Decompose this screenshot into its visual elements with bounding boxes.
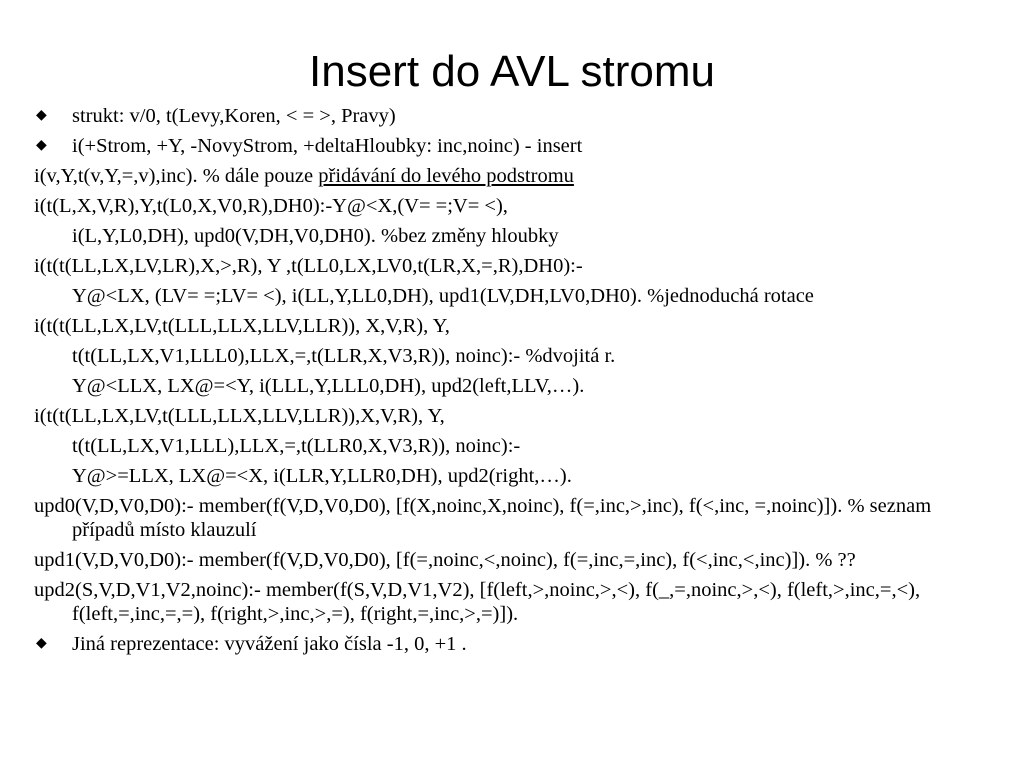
diamond-bullet-icon: ◆ <box>36 138 47 153</box>
bullet-item-insert-signature <box>34 134 994 158</box>
line-text: i(t(t(LL,LX,LV,LR),X,>,R), Y ,t(LL0,LX,LV0,t(LR,X,=,R),DH0):- <box>34 255 583 277</box>
code-line-clause-4-body <box>34 464 994 488</box>
underlined-note: přidávání do levého podstromu <box>318 165 574 187</box>
code-line-clause-1-head <box>34 194 994 218</box>
line-text: Y@>=LLX, LX@=<X, i(LLR,Y,LLR0,DH), upd2(right,…). <box>72 465 572 487</box>
line-text: i(t(L,X,V,R),Y,t(L0,X,V0,R),DH0):-Y@<X,(V= =;V= <), <box>34 195 508 217</box>
line-text: Y@<LX, (LV= =;LV= <), i(LL,Y,LL0,DH), upd1(LV,DH,LV0,DH0). %jednoduchá rotace <box>72 285 814 307</box>
line-text: Jiná reprezentace: vyvážení jako čísla -1, 0, +1 . <box>72 633 467 655</box>
line-text: upd1(V,D,V0,D0):- member(f(V,D,V0,D0), [f(=,noinc,<,noinc), f(=,inc,=,inc), f(<,inc,<,inc)]). % ?? <box>34 549 856 571</box>
line-text: i(L,Y,L0,DH), upd0(V,DH,V0,DH0). %bez změny hloubky <box>72 225 559 247</box>
line-text: i(v,Y,t(v,Y,=,v),inc). % dále pouze <box>34 165 319 187</box>
line-text: upd0(V,D,V0,D0):- member(f(V,D,V0,D0), [f(X,noinc,X,noinc), f(=,inc,>,inc), f(<,inc, =,noinc)]). % seznam případů místo klauzulí <box>34 495 932 541</box>
line-text: i(t(t(LL,LX,LV,t(LLL,LLX,LLV,LLR)),X,V,R), Y, <box>34 405 445 427</box>
code-line-clause-4-head <box>34 404 994 428</box>
code-line-clause-2-body <box>34 284 994 308</box>
bullet-item-struct <box>34 104 994 128</box>
line-text: i(+Strom, +Y, -NovyStrom, +deltaHloubky: inc,noinc) - insert <box>72 135 583 157</box>
line-text: strukt: v/0, t(Levy,Koren, < = >, Pravy) <box>72 105 396 127</box>
code-line-upd0 <box>34 494 994 542</box>
line-text: i(t(t(LL,LX,LV,t(LLL,LLX,LLV,LLR)), X,V,R), Y, <box>34 315 450 337</box>
slide-title: Insert do AVL stromu <box>309 47 715 96</box>
line-text: upd2(S,V,D,V1,V2,noinc):- member(f(S,V,D,V1,V2), [f(left,>,noinc,>,<), f(_,=,noinc,>,<), f(left,>,inc,=,<), f(left,=,inc,=,=), f(right,>,inc,>,=), f(right,=,inc,>,=)]). <box>34 579 921 625</box>
line-text: t(t(LL,LX,V1,LLL0),LLX,=,t(LLR,X,V3,R)), noinc):- %dvojitá r. <box>72 345 616 367</box>
code-line-clause-1-body <box>34 224 994 248</box>
diamond-bullet-icon: ◆ <box>36 108 47 123</box>
diamond-bullet-icon: ◆ <box>36 636 47 651</box>
slide-body <box>34 104 994 662</box>
code-line-clause-2-head <box>34 254 994 278</box>
code-line-clause-4-result <box>34 434 994 458</box>
code-line-clause-3-body <box>34 374 994 398</box>
code-line-clause-3-head <box>34 314 994 338</box>
code-line-upd2 <box>34 578 994 626</box>
bullet-item-alt-representation <box>34 632 994 656</box>
line-text: t(t(LL,LX,V1,LLL),LLX,=,t(LLR0,X,V3,R)), noinc):- <box>72 435 521 457</box>
code-line-base-case <box>34 164 994 188</box>
code-line-clause-3-result <box>34 344 994 368</box>
line-text: Y@<LLX, LX@=<Y, i(LLL,Y,LLL0,DH), upd2(left,LLV,…). <box>72 375 585 397</box>
code-line-upd1 <box>34 548 994 572</box>
